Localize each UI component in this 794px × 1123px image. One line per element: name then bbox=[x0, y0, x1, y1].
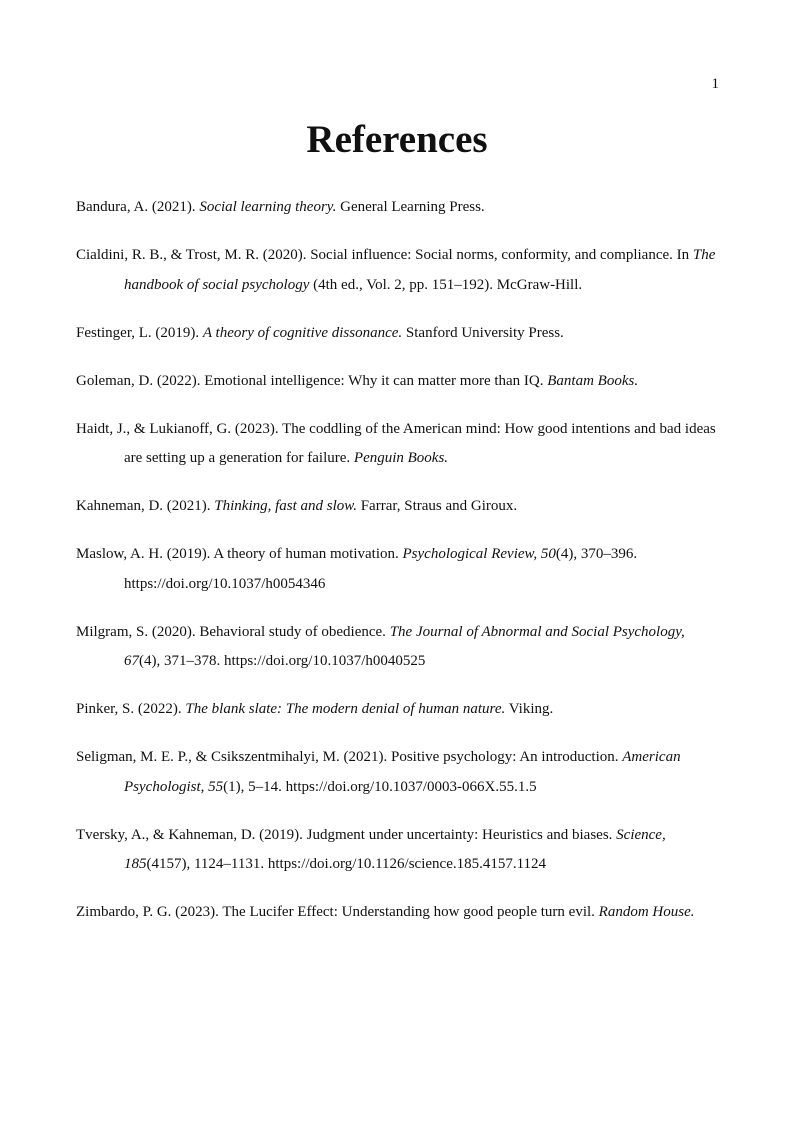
reference-entry bbox=[76, 540, 716, 599]
reference-text: Festinger, L. (2019). bbox=[76, 324, 203, 341]
reference-italic-text: Psychological Review, 50 bbox=[402, 546, 556, 562]
page-number: 1 bbox=[711, 76, 719, 92]
reference-text: Milgram, S. (2020). Behavioral study of obedience. bbox=[76, 623, 390, 640]
reference-italic-text: American Psychologist, 55 bbox=[124, 749, 681, 795]
reference-italic-text: The Journal of Abnormal and Social Psychology, 67 bbox=[124, 623, 685, 669]
reference-text: Stanford University Press. bbox=[402, 324, 564, 341]
reference-text: (4th ed., Vol. 2, pp. 151–192). McGraw-Hill. bbox=[309, 276, 583, 293]
reference-italic-text: Thinking, fast and slow. bbox=[214, 498, 357, 514]
reference-text: (4), 370–396. https://doi.org/10.1037/h0054346 bbox=[124, 546, 638, 592]
reference-text: Cialdini, R. B., & Trost, M. R. (2020). Social influence: Social norms, conformity, and compliance. In bbox=[76, 247, 693, 263]
reference-text: Maslow, A. H. (2019). A theory of human motivation. bbox=[76, 546, 403, 562]
reference-text: Goleman, D. (2022). Emotional intelligence: Why it can matter more than IQ. bbox=[76, 372, 548, 389]
reference-entry bbox=[76, 319, 716, 349]
reference-entry bbox=[76, 367, 716, 397]
reference-text: (4157), 1124–1131. https://doi.org/10.1126/science.185.4157.1124 bbox=[146, 856, 547, 872]
reference-entry bbox=[76, 695, 716, 725]
reference-entry bbox=[76, 821, 716, 880]
reference-text: (1), 5–14. https://doi.org/10.1037/0003-066X.55.1.5 bbox=[223, 778, 537, 795]
reference-text: Seligman, M. E. P., & Csikszentmihalyi, M. (2021). Positive psychology: An introduction. bbox=[76, 749, 623, 765]
reference-text: Farrar, Straus and Giroux. bbox=[356, 498, 518, 514]
reference-italic-text: Social learning theory. bbox=[199, 199, 337, 215]
reference-entry bbox=[76, 415, 716, 474]
reference-text: Haidt, J., & Lukianoff, G. (2023). The coddling of the American mind: How good intentions and bad ideas are setting up a generation for failure. bbox=[76, 420, 716, 466]
reference-italic-text: The handbook of social psychology bbox=[124, 247, 716, 293]
reference-italic-text: A theory of cognitive dissonance. bbox=[202, 324, 403, 341]
reference-entry bbox=[76, 492, 716, 522]
reference-entry bbox=[76, 241, 716, 300]
reference-italic-text: The blank slate: The modern denial of human nature. bbox=[185, 701, 506, 717]
reference-entry bbox=[76, 743, 716, 802]
reference-text: Bandura, A. (2021). bbox=[76, 199, 200, 215]
reference-italic-text: Random House. bbox=[598, 904, 695, 920]
reference-list bbox=[76, 193, 716, 946]
reference-text: Pinker, S. (2022). bbox=[76, 701, 186, 717]
reference-text: (4), 371–378. https://doi.org/10.1037/h0040525 bbox=[139, 653, 426, 669]
reference-entry bbox=[76, 898, 716, 928]
reference-italic-text: Bantam Books. bbox=[547, 372, 639, 389]
reference-italic-text: Science, 185 bbox=[124, 826, 666, 872]
reference-text: Tversky, A., & Kahneman, D. (2019). Judgment under uncertainty: Heuristics and biases. bbox=[76, 826, 617, 843]
reference-text: Kahneman, D. (2021). bbox=[76, 498, 215, 514]
page-title: References bbox=[306, 118, 488, 161]
reference-italic-text: Penguin Books. bbox=[353, 450, 449, 466]
reference-text: Zimbardo, P. G. (2023). The Lucifer Effect: Understanding how good people turn evil. bbox=[76, 904, 599, 920]
reference-entry bbox=[76, 618, 716, 677]
reference-entry bbox=[76, 193, 716, 223]
reference-text: Viking. bbox=[505, 701, 554, 717]
reference-text: General Learning Press. bbox=[336, 199, 485, 215]
